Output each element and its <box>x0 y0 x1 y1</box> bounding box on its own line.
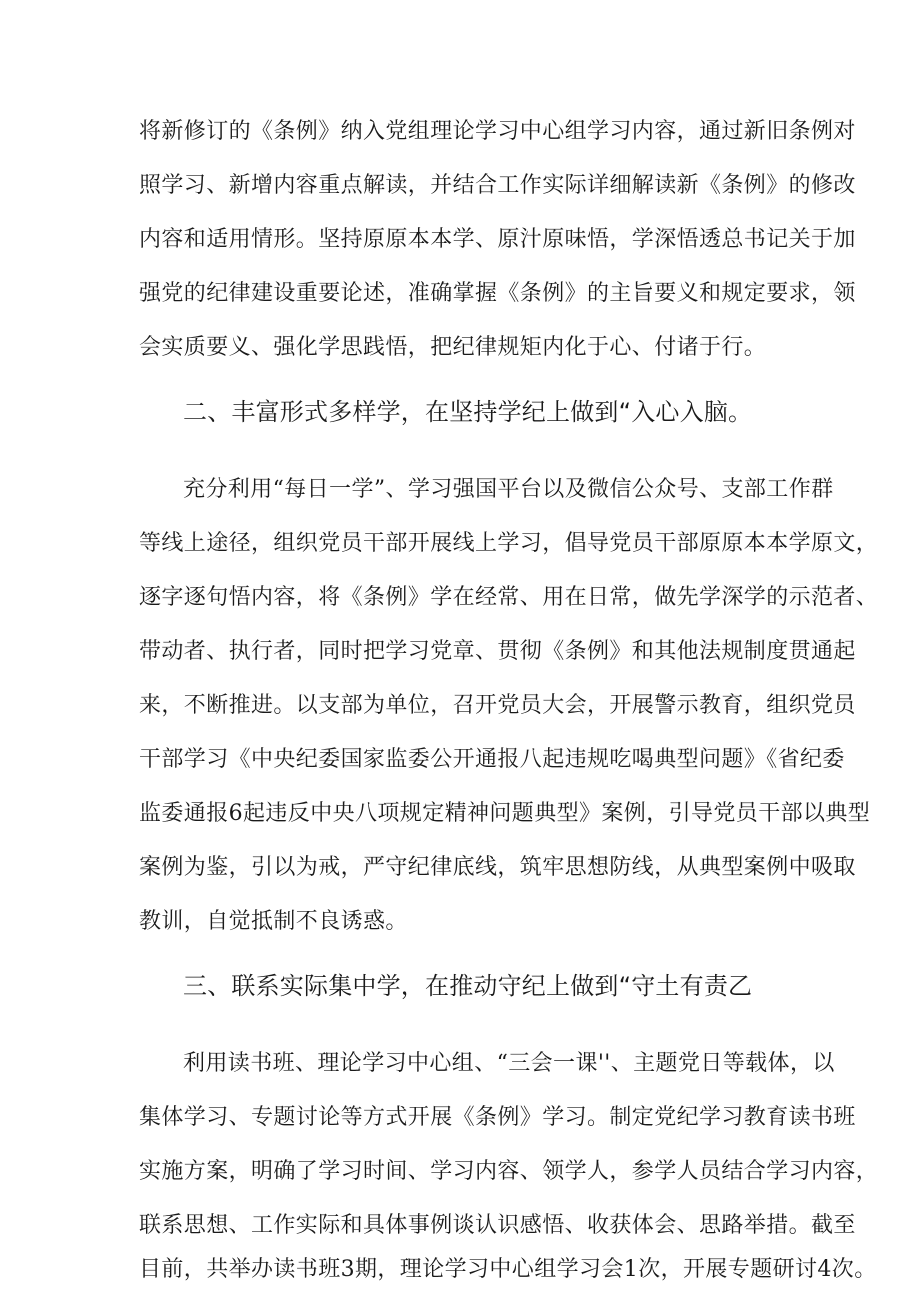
paragraph-3-line-5: 目前，共举办读书班3期，理论学习中心组学习会1次，开展专题研讨4次。 <box>139 1257 877 1282</box>
paragraph-3-line-3: 实施方案，明确了学习时间、学习内容、领学人，参学人员结合学习内容， <box>139 1159 879 1184</box>
paragraph-1-line-3: 内容和适用情形。坚持原原本本学、原汁原味悟，学深悟透总书记关于加 <box>139 227 856 252</box>
paragraph-2-line-4: 带动者、执行者，同时把学习党章、贯彻《条例》和其他法规制度贯通起 <box>139 639 856 664</box>
paragraph-2-line-3: 逐字逐句悟内容，将《条例》学在经常、用在日常，做先学深学的示范者、 <box>139 585 879 610</box>
paragraph-2-line-7: 监委通报6起违反中央八项规定精神问题典型》案例，引导党员干部以典型 <box>139 801 871 826</box>
paragraph-2-line-9: 教训，自觉抵制不良诱惑。 <box>139 909 408 934</box>
section-heading-3: 三、联系实际集中学，在推动守纪上做到“守土有责乙 <box>183 972 753 1000</box>
paragraph-2-line-1: 充分利用“每日一学”、学习强国平台以及微信公众号、支部工作群 <box>183 477 834 502</box>
paragraph-3-line-4: 联系思想、工作实际和具体事例谈认识感悟、收获体会、思路举措。截至 <box>139 1213 856 1238</box>
paragraph-1-line-2: 照学习、新增内容重点解读，并结合工作实际详细解读新《条例》的修改 <box>139 173 856 198</box>
paragraph-1-line-4: 强党的纪律建设重要论述，准确掌握《条例》的主旨要义和规定要求，领 <box>139 281 856 306</box>
paragraph-3-line-2: 集体学习、专题讨论等方式开展《条例》学习。制定党纪学习教育读书班 <box>139 1105 856 1130</box>
paragraph-3-line-1: 利用读书班、理论学习中心组、“三会一课''、主题党日等载体，以 <box>183 1051 835 1076</box>
paragraph-2-line-5: 来，不断推进。以支部为单位，召开党员大会，开展警示教育，组织党员 <box>139 693 856 718</box>
paragraph-2-line-8: 案例为鉴，引以为戒，严守纪律底线，筑牢思想防线，从典型案例中吸取 <box>139 855 856 880</box>
paragraph-1-line-5: 会实质要义、强化学思践悟，把纪律规矩内化于心、付诸于行。 <box>139 335 767 360</box>
paragraph-1-line-1: 将新修订的《条例》纳入党组理论学习中心组学习内容，通过新旧条例对 <box>139 119 856 144</box>
paragraph-2-line-6: 干部学习《中央纪委国家监委公开通报八起违规吃喝典型问题》《省纪委 <box>139 747 845 772</box>
section-heading-2: 二、丰富形式多样学，在坚持学纪上做到“入心入脑。 <box>183 398 753 426</box>
paragraph-2-line-2: 等线上途径，组织党员干部开展线上学习，倡导党员干部原原本本学原文， <box>139 531 879 556</box>
